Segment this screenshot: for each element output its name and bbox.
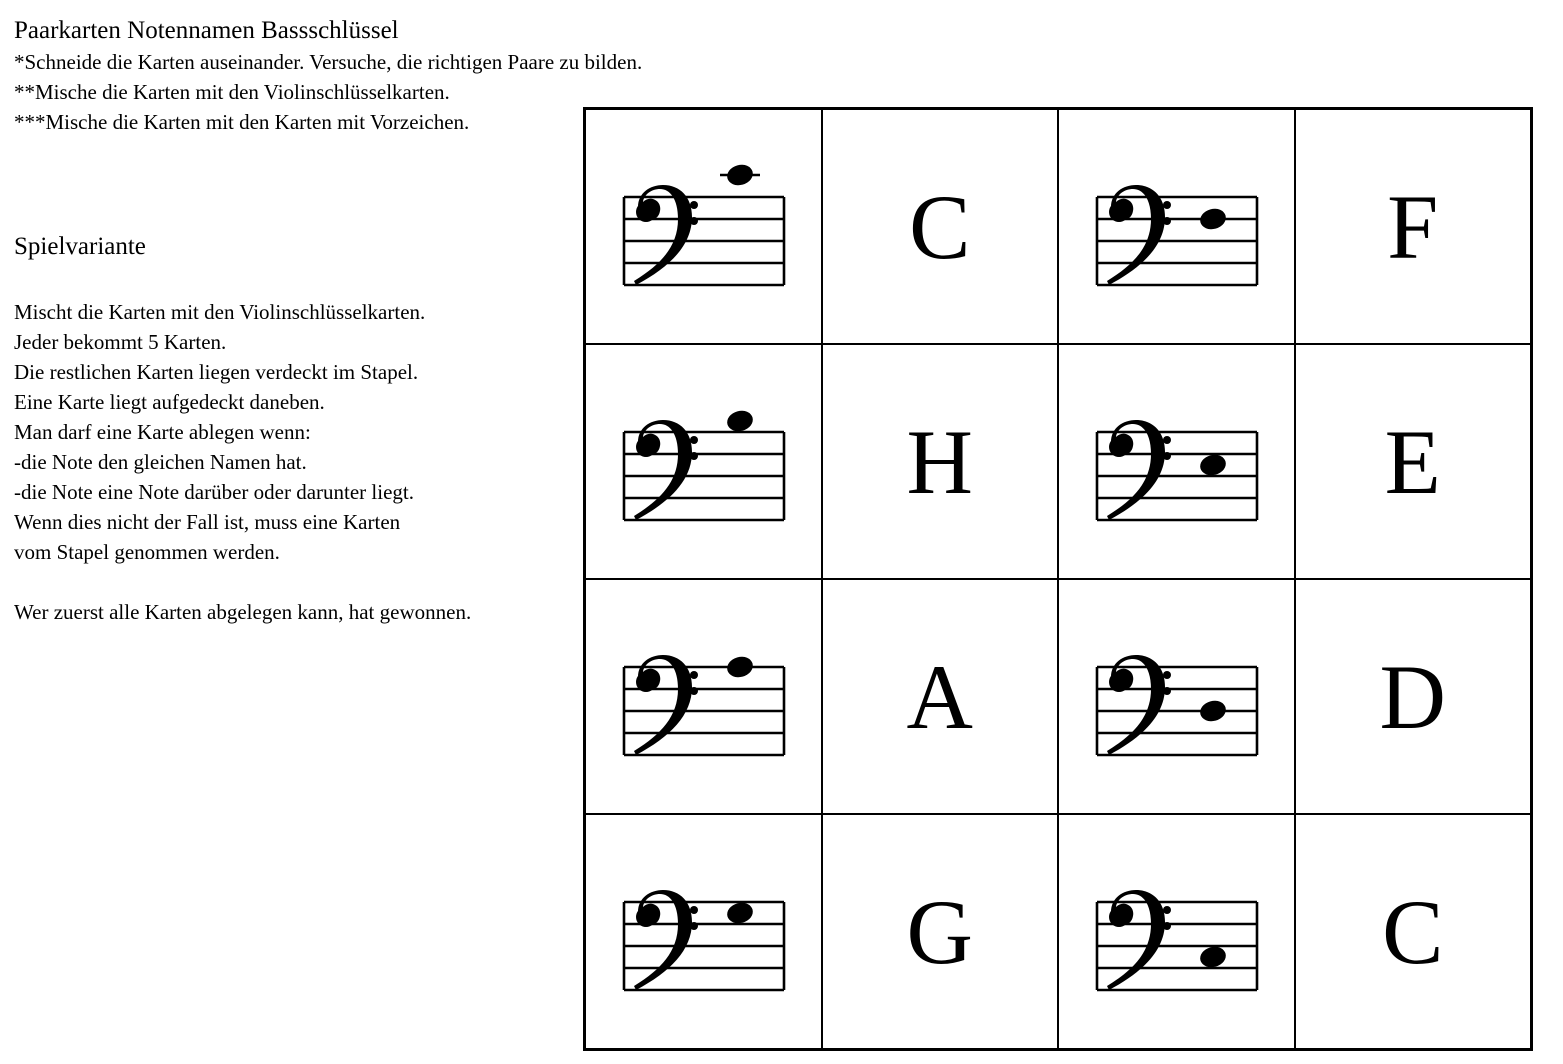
bass-staff (618, 627, 788, 767)
bass-staff (618, 157, 788, 297)
rule-line: Eine Karte liegt aufgedeckt daneben. (14, 390, 325, 414)
bass-clef-icon (1107, 890, 1171, 990)
rule-line: vom Stapel genommen werden. (14, 540, 280, 564)
note-head (725, 653, 755, 679)
note-letter: A (906, 645, 973, 748)
bass-staff (618, 392, 788, 532)
note-head (725, 161, 755, 187)
rule-line: Man darf eine Karte ablegen wenn: (14, 420, 311, 444)
note-head (1198, 451, 1228, 477)
bass-staff (1091, 392, 1261, 532)
bass-clef-icon (634, 890, 698, 990)
bass-staff (1091, 862, 1261, 1002)
bass-clef-icon (1107, 185, 1171, 285)
rule-line: -die Note eine Note darüber oder darunter liegt. (14, 480, 414, 504)
letter-card (1295, 109, 1532, 344)
rule-line: -die Note den gleichen Namen hat. (14, 450, 307, 474)
rule-line: Die restlichen Karten liegen verdeckt im Stapel. (14, 360, 419, 384)
note-letter: G (906, 880, 973, 983)
rule-line: Wenn dies nicht der Fall ist, muss eine Karten (14, 510, 401, 534)
letter-card (1295, 814, 1532, 1049)
letter-card (822, 109, 1059, 344)
bass-clef-icon (634, 655, 698, 755)
card-grid (583, 107, 1533, 1051)
note-letter: E (1384, 410, 1441, 513)
note-card (585, 579, 822, 814)
letter-card (822, 814, 1059, 1049)
letter-card (1295, 579, 1532, 814)
variant-title: Spielvariante (14, 233, 146, 260)
note-letter: F (1387, 175, 1439, 278)
bass-clef-icon (1107, 420, 1171, 520)
rule-line: Mischt die Karten mit den Violinschlüsselkarten. (14, 300, 426, 324)
note-letter: C (909, 175, 971, 278)
letter-card (822, 344, 1059, 579)
note-card (1058, 579, 1295, 814)
instruction-line: **Mische die Karten mit den Violinschlüsselkarten. (14, 80, 450, 104)
bass-clef-icon (1107, 655, 1171, 755)
note-head (1198, 697, 1228, 723)
note-card (585, 814, 822, 1049)
variant-rules (14, 297, 471, 627)
note-head (1198, 943, 1228, 969)
note-card (1058, 344, 1295, 579)
closing-line: Wer zuerst alle Karten abgelegen kann, hat gewonnen. (14, 600, 472, 624)
letter-card (1295, 344, 1532, 579)
spacer (14, 567, 471, 597)
letter-card (822, 579, 1059, 814)
note-card (1058, 814, 1295, 1049)
bass-staff (618, 862, 788, 1002)
note-head (725, 407, 755, 433)
rule-line: Jeder bekommt 5 Karten. (14, 330, 227, 354)
note-letter: D (1379, 645, 1446, 748)
note-card (585, 109, 822, 344)
page-title: Paarkarten Notennamen Bassschlüssel (14, 17, 399, 44)
note-head (725, 899, 755, 925)
note-card (1058, 109, 1295, 344)
instruction-line: ***Mische die Karten mit den Karten mit Vorzeichen. (14, 110, 470, 134)
bass-clef-icon (634, 185, 698, 285)
note-head (1198, 205, 1228, 231)
note-letter: H (906, 410, 973, 513)
note-card (585, 344, 822, 579)
bass-clef-icon (634, 420, 698, 520)
bass-staff (1091, 627, 1261, 767)
bass-staff (1091, 157, 1261, 297)
note-letter: C (1382, 880, 1444, 983)
instruction-line: *Schneide die Karten auseinander. Versuche, die richtigen Paare zu bilden. (14, 50, 643, 74)
